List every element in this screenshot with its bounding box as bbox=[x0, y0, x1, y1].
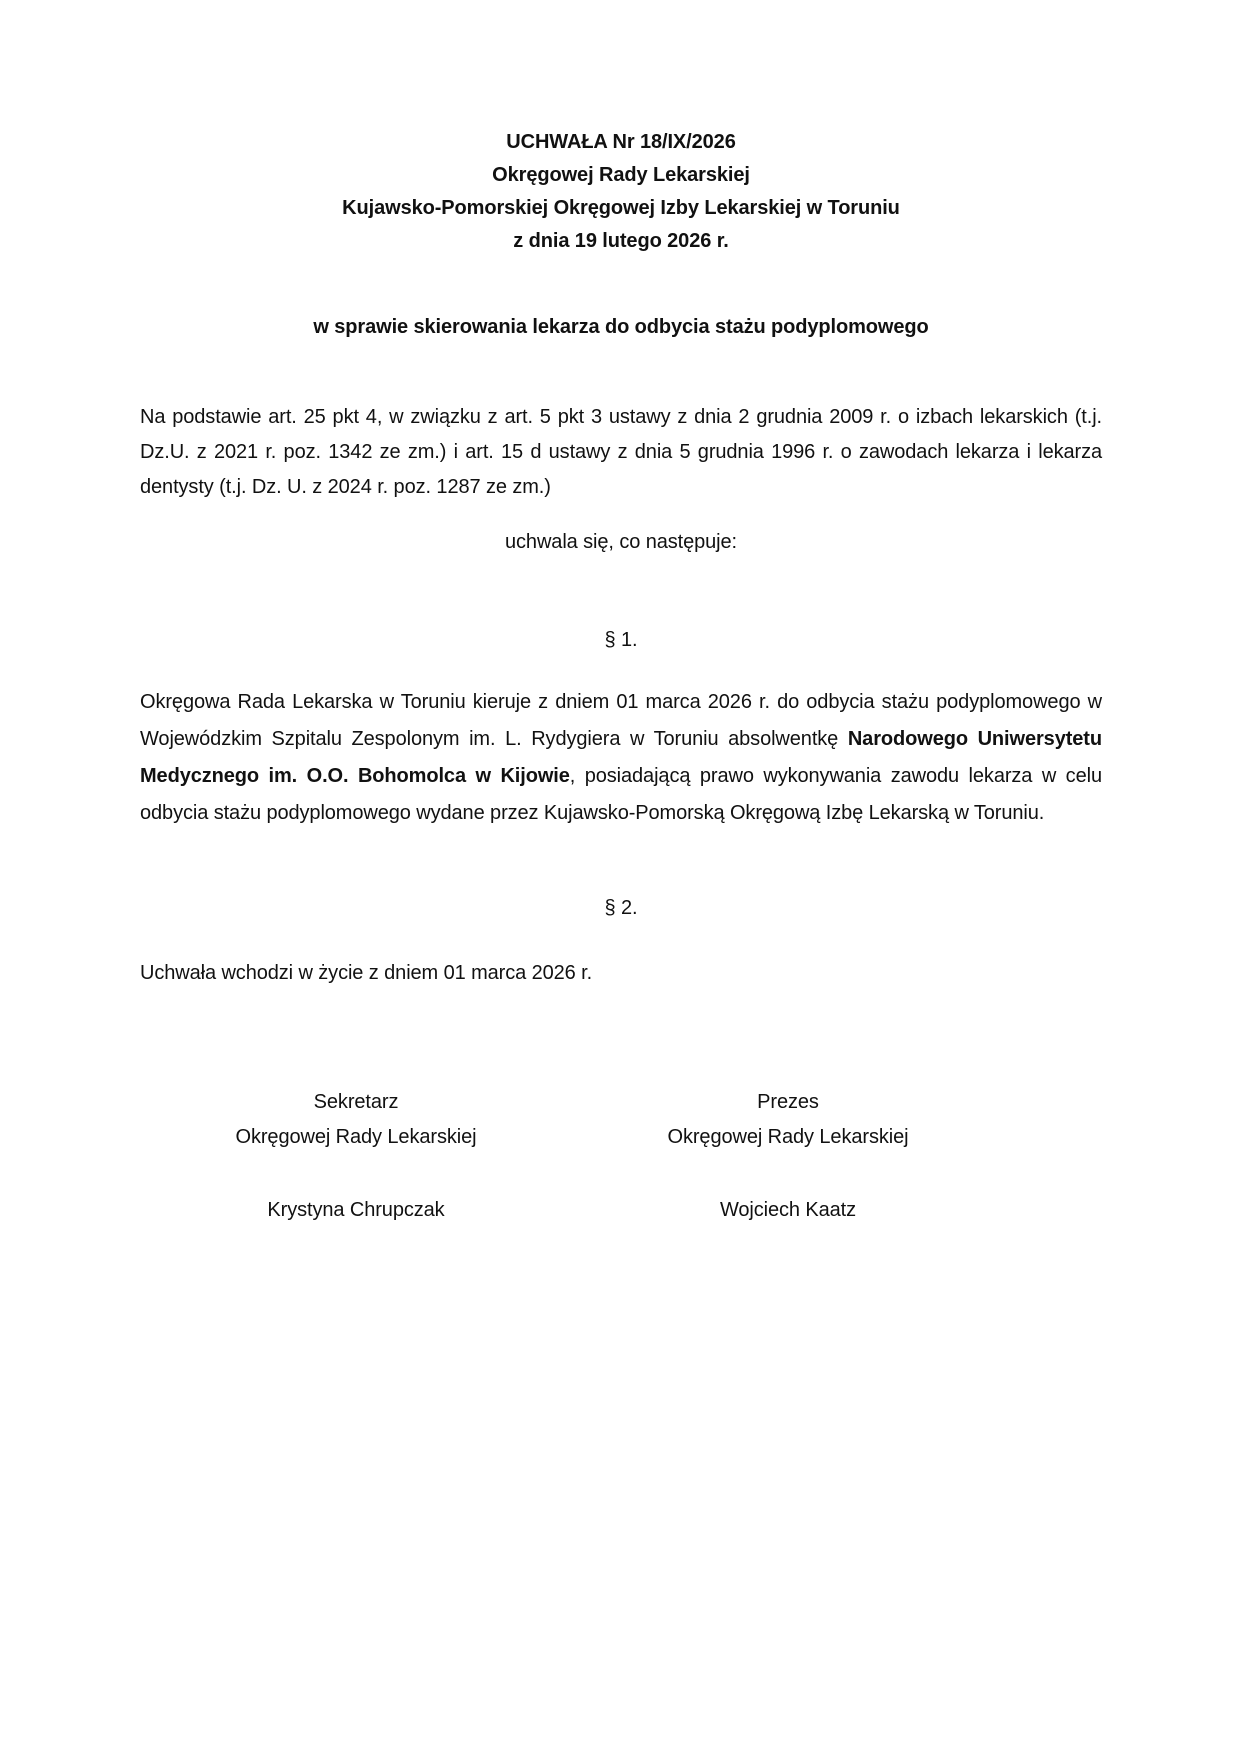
signature-left-org: Okręgowej Rady Lekarskiej bbox=[235, 1126, 477, 1148]
signature-right bbox=[572, 1085, 1004, 1228]
section-1-body-prefix: Okręgowa Rada Lekarska w Toruniu kieruje z dniem 01 marca 2026 r. do odbycia stażu podyplomowego w Wojewódzkim Szpitalu Zespolonym im. L. Rydygiera w Toruniu absolwentkę bbox=[140, 691, 1102, 750]
section-2-heading: § 2. bbox=[604, 897, 638, 919]
signature-left-name: Krystyna Chrupczak bbox=[267, 1199, 445, 1221]
chamber-name-line: Kujawsko-Pomorskiej Okręgowej Izby Lekarskiej w Toruniu bbox=[342, 197, 900, 219]
signature-right-role: Prezes bbox=[757, 1091, 819, 1113]
signature-block bbox=[140, 1085, 1102, 1228]
section-1-heading: § 1. bbox=[604, 629, 638, 651]
signature-right-name: Wojciech Kaatz bbox=[719, 1199, 857, 1221]
signature-left-role: Sekretarz bbox=[313, 1091, 399, 1113]
resolution-date: z dnia 19 lutego 2026 r. bbox=[513, 230, 729, 252]
resolution-number: UCHWAŁA Nr 18/IX/2026 bbox=[506, 131, 736, 153]
section-1-body-suffix: , posiadającą prawo wykonywania zawodu lekarza w celu odbycia stażu podyplomowego wydane przez Kujawsko-Pomorską Okręgową Izbę Lekarską w Toruniu. bbox=[140, 765, 1102, 824]
section-1-body bbox=[140, 684, 1102, 832]
legal-basis-paragraph: Na podstawie art. 25 pkt 4, w związku z art. 5 pkt 3 ustawy z dnia 2 grudnia 2009 r. o izbach lekarskich (t.j. Dz.U. z 2021 r. poz. 1342 ze zm.) i art. 15 d ustawy z dnia 5 grudnia 1996 r. o zawodach lekarza i lekarza dentysty (t.j. Dz. U. z 2024 r. poz. 1287 ze zm.) bbox=[140, 406, 1102, 498]
university-name-bold: Narodowego Uniwersytetu Medycznego im. O.O. Bohomolca w Kijowie bbox=[140, 728, 1102, 787]
signature-right-org: Okręgowej Rady Lekarskiej bbox=[667, 1126, 909, 1148]
signature-left bbox=[140, 1085, 572, 1228]
enacting-formula: uchwala się, co następuje: bbox=[505, 531, 737, 553]
section-2-body: Uchwała wchodzi w życie z dniem 01 marca 2026 r. bbox=[140, 962, 593, 984]
issuing-body-line: Okręgowej Rady Lekarskiej bbox=[492, 164, 750, 186]
resolution-subject: w sprawie skierowania lekarza do odbycia stażu podyplomowego bbox=[313, 316, 929, 338]
document-header bbox=[140, 126, 1102, 258]
